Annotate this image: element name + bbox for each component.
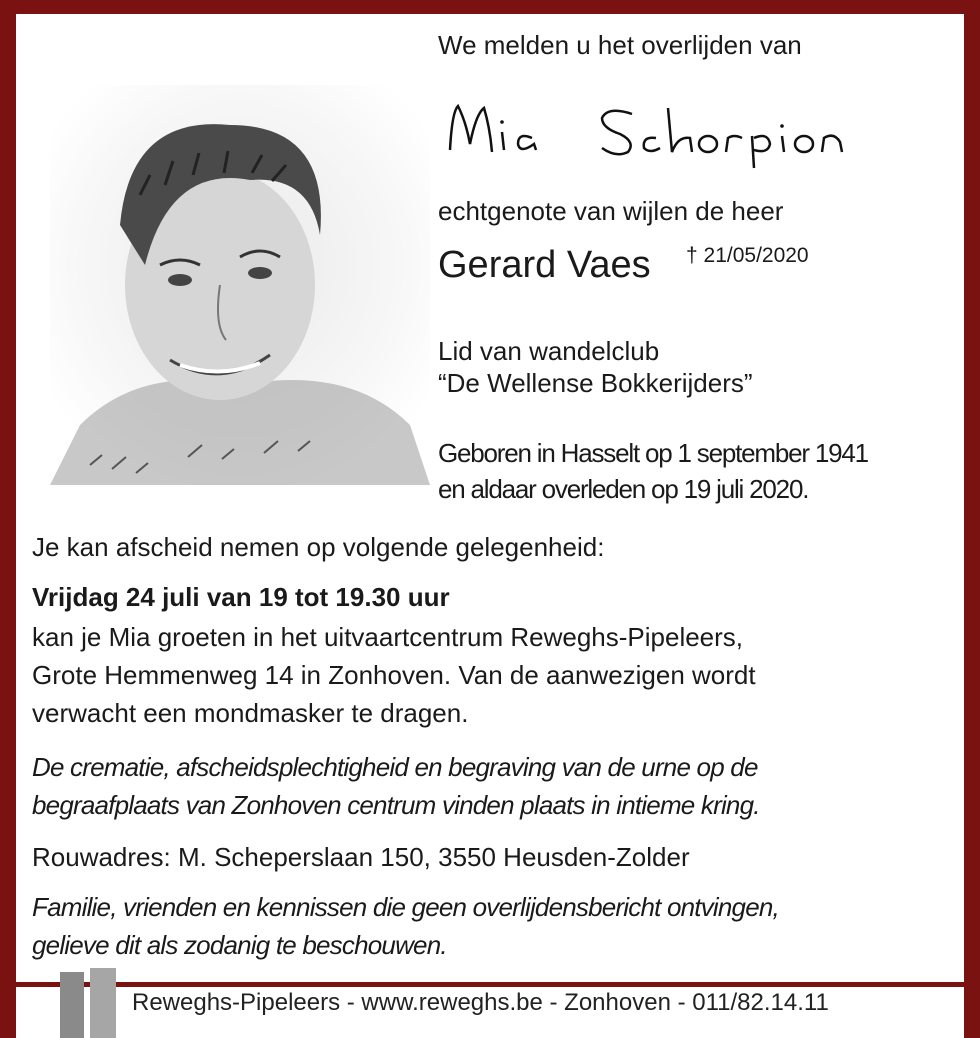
frame-right-border	[964, 0, 980, 1038]
cremation-line-2: begraafplaats van Zonhoven centrum vinden plaats in intieme kring.	[32, 790, 760, 820]
club-line-2: “De Wellense Bokkerijders”	[438, 368, 753, 398]
visit-line-2: Grote Hemmenweg 14 in Zonhoven. Van de aanwezigen wordt	[32, 660, 756, 690]
spouse-intro: echtgenote van wijlen de heer	[438, 196, 784, 226]
spouse-name: Gerard Vaes	[438, 244, 651, 286]
spouse-death-date: † 21/05/2020	[686, 244, 809, 267]
intro-text: We melden u het overlijden van	[438, 30, 802, 60]
deceased-name-signature	[436, 92, 876, 172]
family-line-2: gelieve dit als zodanig te beschouwen.	[32, 930, 447, 960]
club-line-1: Lid van wandelclub	[438, 336, 660, 366]
visit-line-3: verwacht een mondmasker te dragen.	[32, 698, 469, 728]
visit-time: Vrijdag 24 juli van 19 tot 19.30 uur	[32, 582, 450, 612]
born-line-1: Geboren in Hasselt op 1 september 1941	[438, 438, 868, 468]
family-line-1: Familie, vrienden en kennissen die geen overlijdensbericht ontvingen,	[32, 892, 779, 922]
funeral-home-logo	[60, 968, 116, 1038]
frame-left-border	[0, 0, 16, 1038]
footer-contact: Reweghs-Pipeleers - www.reweghs.be - Zonhoven - 011/82.14.11	[132, 989, 829, 1016]
farewell-intro: Je kan afscheid nemen op volgende gelegenheid:	[32, 532, 605, 562]
born-line-2: en aldaar overleden op 19 juli 2020.	[438, 474, 809, 504]
frame-top-border	[0, 0, 980, 14]
mourning-address: Rouwadres: M. Scheperslaan 150, 3550 Heusden-Zolder	[32, 842, 690, 872]
visit-line-1: kan je Mia groeten in het uitvaartcentrum Reweghs-Pipeleers,	[32, 622, 744, 652]
portrait-drawing	[50, 85, 430, 485]
footer-divider	[16, 982, 964, 987]
cremation-line-1: De crematie, afscheidsplechtigheid en begraving van de urne op de	[32, 752, 758, 782]
